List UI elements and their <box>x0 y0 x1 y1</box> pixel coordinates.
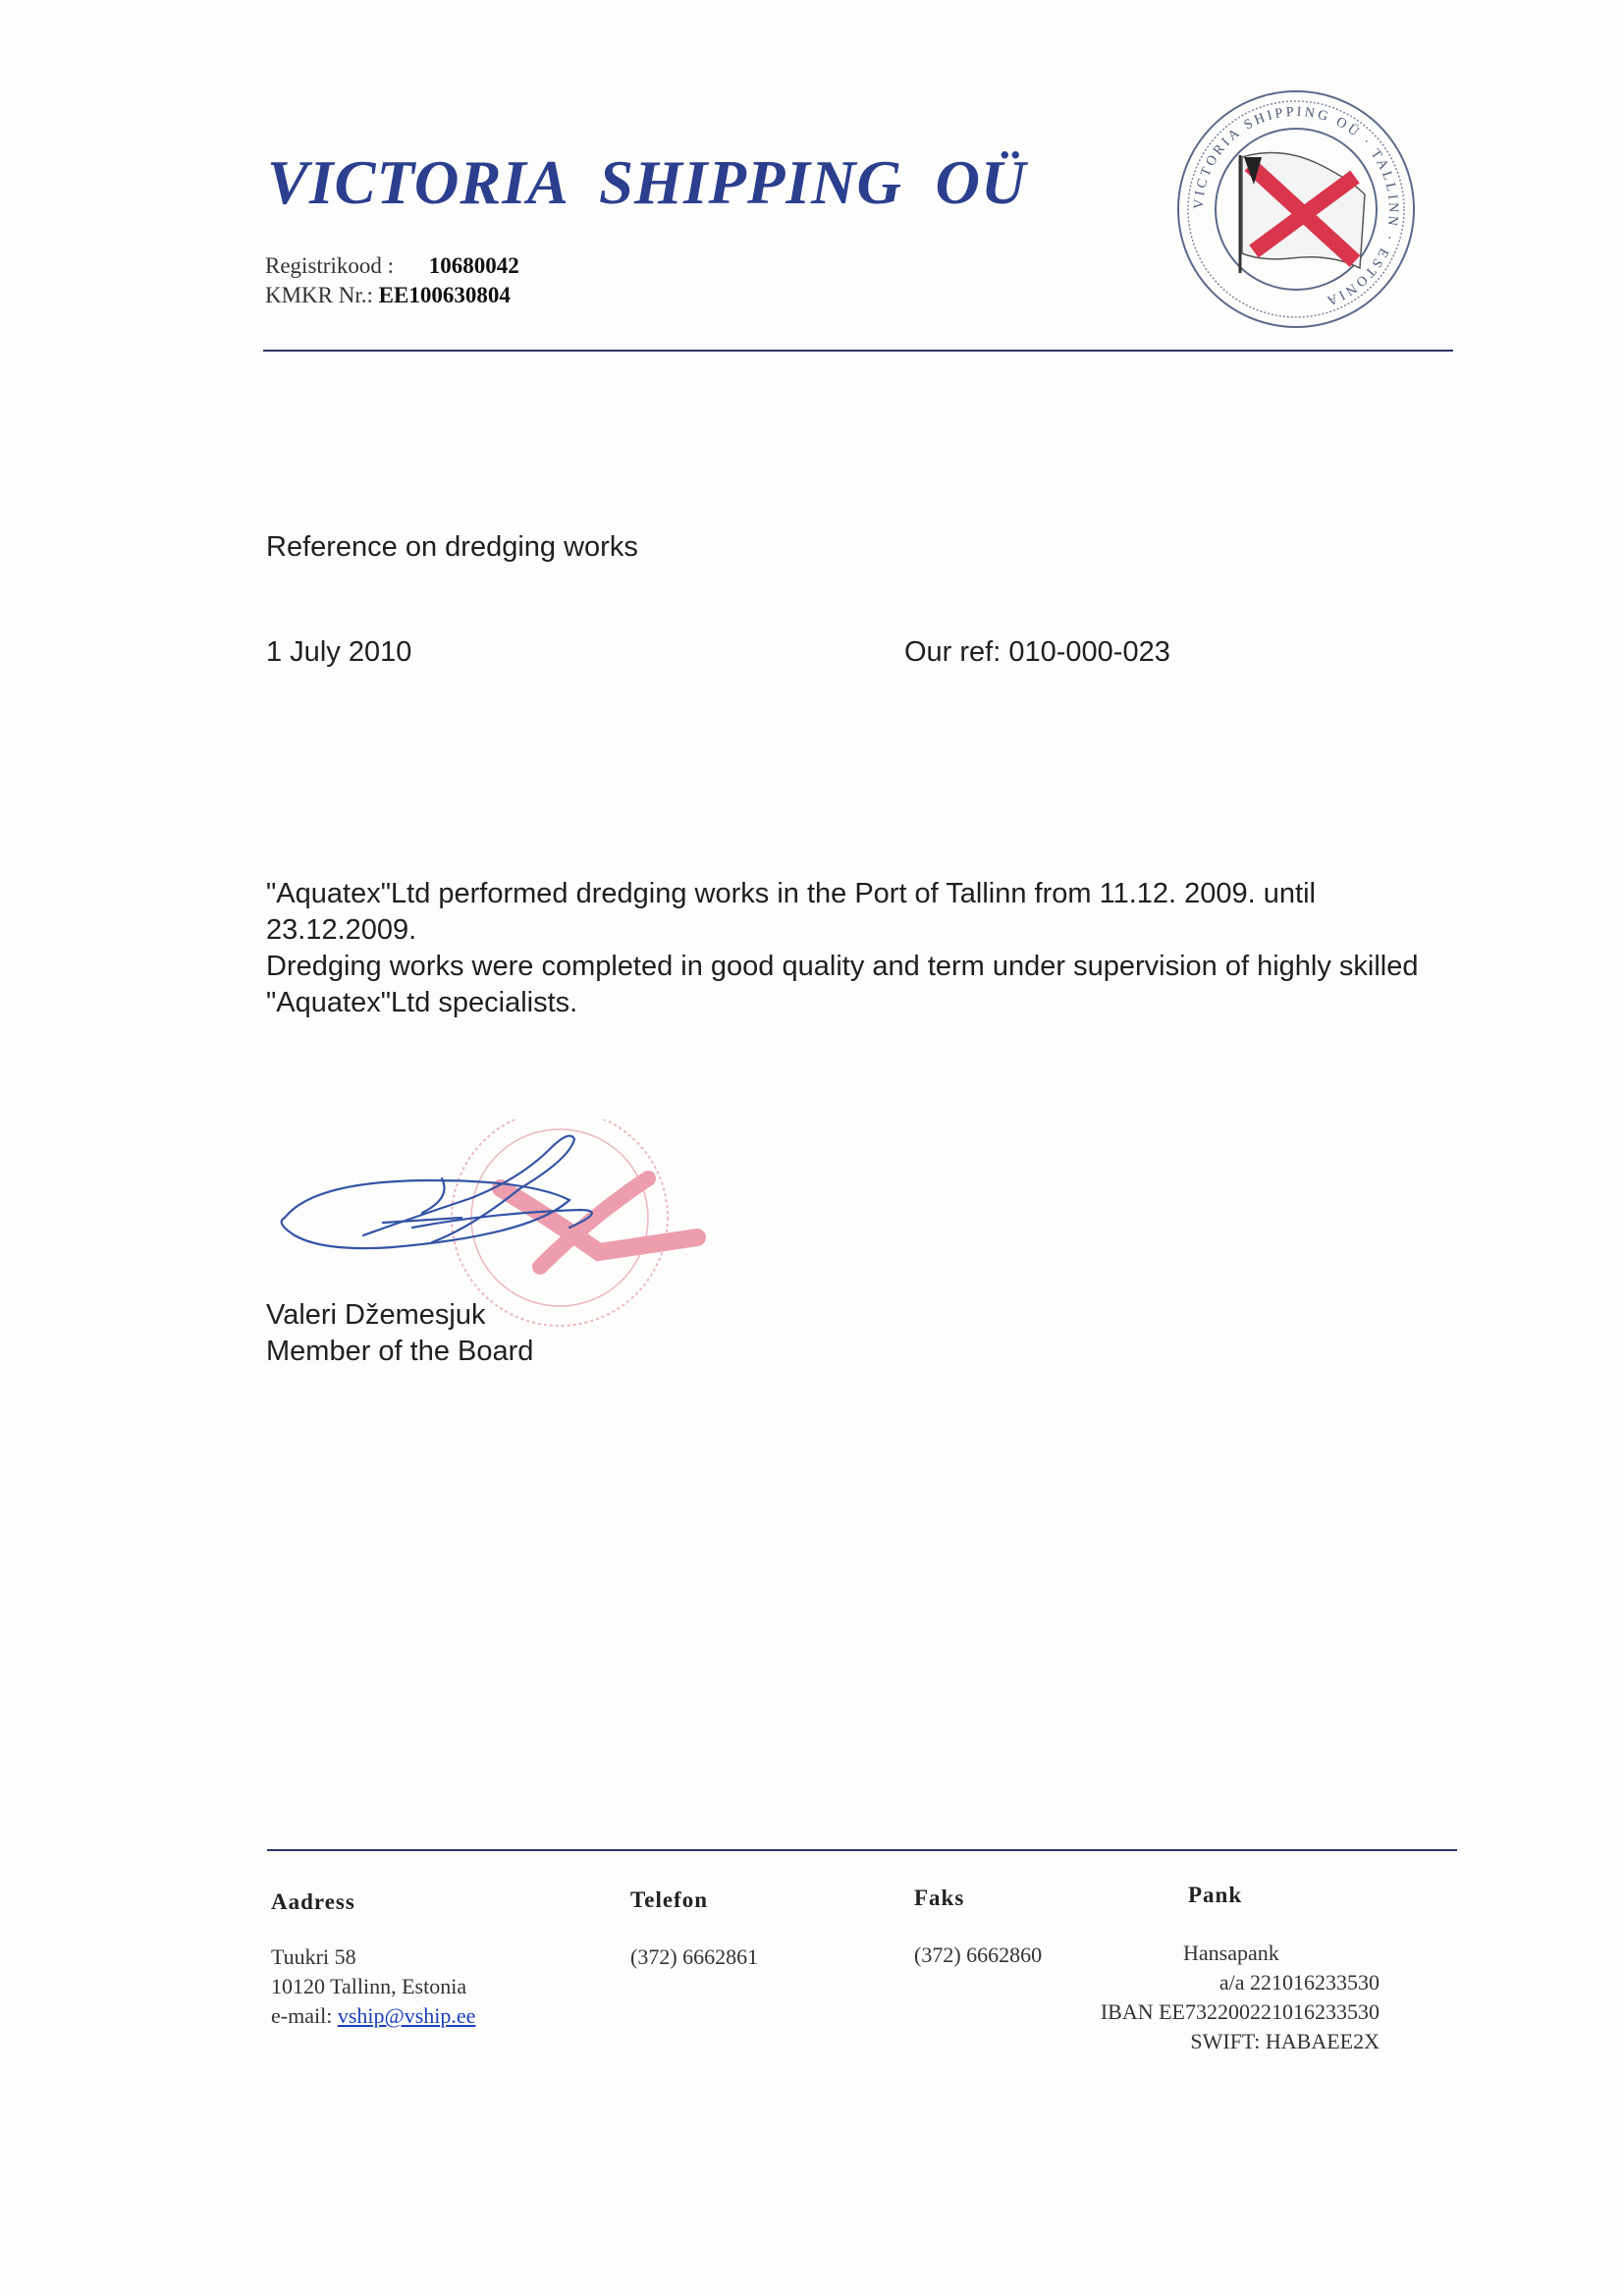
vat-row <box>265 281 519 310</box>
email-row <box>271 2001 475 2031</box>
company-seal-logo <box>1173 86 1419 332</box>
address-block <box>271 1942 475 2031</box>
letter-subject: Reference on dredging works <box>266 531 638 563</box>
our-reference: Our ref: 010-000-023 <box>904 636 1170 668</box>
bank-account: a/a 221016233530 <box>1218 1970 1380 1995</box>
address-heading: Aadress <box>271 1889 355 1914</box>
body-paragraph-2: Dredging works were completed in good quality and term under supervision of highly skilled "Aquatex"Ltd specialists. <box>266 951 1419 1018</box>
company-name: VICTORIA SHIPPING OÜ <box>267 148 1027 217</box>
address-line-2: 10120 Tallinn, Estonia <box>271 1974 467 1998</box>
registration-block <box>265 251 519 310</box>
signer-name: Valeri Džemesjuk <box>266 1299 486 1331</box>
fax-number: (372) 6662860 <box>914 1942 1043 1967</box>
bank-heading: Pank <box>1188 1883 1243 1907</box>
signer-title: Member of the Board <box>266 1336 534 1367</box>
bank-swift: SWIFT: HABAEE2X <box>1190 2029 1380 2053</box>
handwritten-signature <box>282 1136 592 1248</box>
reg-code-value: 10680042 <box>428 253 519 278</box>
body-paragraph-1: "Aquatex"Ltd performed dredging works in the Port of Tallinn from 11.12. 2009. until 23.12.2009. <box>266 878 1316 946</box>
phone-heading: Telefon <box>630 1887 708 1912</box>
email-link[interactable]: vship@vship.ee <box>337 2003 476 2028</box>
seal-flag <box>1240 153 1365 274</box>
vat-value: EE100630804 <box>378 283 511 307</box>
phone-number: (372) 6662861 <box>630 1944 759 1969</box>
header-divider <box>263 350 1453 352</box>
letter-date: 1 July 2010 <box>266 636 412 668</box>
bank-name: Hansapank <box>1183 1941 1279 1965</box>
letter-body <box>266 876 1425 1021</box>
seal-text: VICTORIA SHIPPING OÜ · TALLINN · ESTONIA <box>1191 104 1401 309</box>
fax-heading: Faks <box>914 1886 965 1910</box>
bank-iban: IBAN EE732200221016233530 <box>1100 1999 1380 2024</box>
footer-divider <box>267 1849 1457 1851</box>
reg-code-row <box>265 251 519 281</box>
vat-label: KMKR Nr.: <box>265 283 373 307</box>
email-label: e-mail: <box>271 2003 333 2028</box>
address-line-1: Tuukri 58 <box>271 1944 356 1969</box>
stamp-mark <box>452 1120 697 1326</box>
bank-block <box>1041 1939 1380 2056</box>
reg-code-label: Registrikood : <box>265 253 394 278</box>
